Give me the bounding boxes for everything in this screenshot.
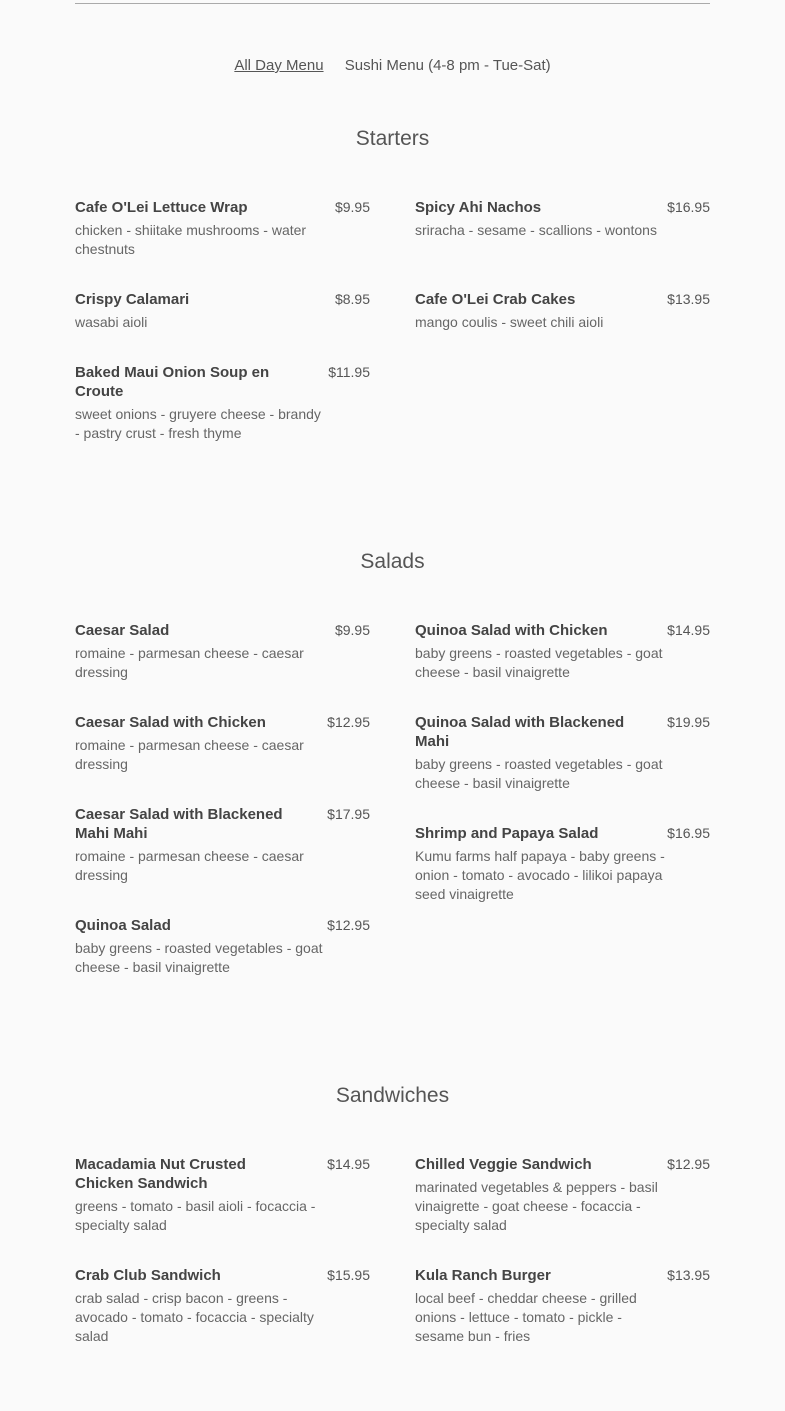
item-description: baby greens - roasted vegetables - goat cheese - basil vinaigrette xyxy=(75,940,323,975)
item-price: $15.95 xyxy=(327,1267,370,1283)
menu-item xyxy=(75,1266,370,1346)
item-name: Spicy Ahi Nachos xyxy=(415,199,542,216)
item-description: crab salad - crisp bacon - greens - avocado - tomato - focaccia - specialty salad xyxy=(75,1290,314,1344)
item-name: Quinoa Salad xyxy=(75,917,171,934)
item-price: $12.95 xyxy=(327,714,370,730)
menu-item xyxy=(75,621,370,682)
item-description: sweet onions - gruyere cheese - brandy - pastry crust - fresh thyme xyxy=(75,406,321,441)
item-description: chicken - shiitake mushrooms - water chestnuts xyxy=(75,222,307,257)
item-name: Kula Ranch Burger xyxy=(415,1267,551,1284)
menu-tabs xyxy=(0,57,785,74)
item-name: Crab Club Sandwich xyxy=(75,1267,221,1284)
menu-item xyxy=(75,1155,370,1235)
menu-item xyxy=(415,824,710,904)
item-price: $11.95 xyxy=(328,364,370,380)
item-description: romaine - parmesan cheese - caesar dressing xyxy=(75,737,304,772)
item-price: $14.95 xyxy=(667,622,710,638)
menu-item xyxy=(415,1155,710,1235)
item-price: $17.95 xyxy=(327,806,370,822)
section-title-salads: Salads xyxy=(360,550,425,573)
item-name: Baked Maui Onion Soup en Croute xyxy=(75,364,270,400)
item-price: $19.95 xyxy=(667,714,710,730)
item-price: $8.95 xyxy=(334,291,370,307)
item-name: Macadamia Nut Crusted Chicken Sandwich xyxy=(75,1156,246,1192)
menu-item xyxy=(415,621,710,682)
tab-all-day-menu[interactable]: All Day Menu xyxy=(234,57,324,74)
menu-item xyxy=(75,916,370,977)
item-name: Caesar Salad xyxy=(75,622,170,639)
item-description: baby greens - roasted vegetables - goat cheese - basil vinaigrette xyxy=(415,756,663,791)
item-name: Chilled Veggie Sandwich xyxy=(415,1156,592,1173)
menu-item xyxy=(415,290,710,332)
menu-item xyxy=(415,1266,710,1346)
item-price: $13.95 xyxy=(667,1267,710,1283)
item-description: baby greens - roasted vegetables - goat cheese - basil vinaigrette xyxy=(415,645,663,680)
item-description: wasabi aioli xyxy=(75,314,148,330)
item-name: Caesar Salad with Blackened Mahi Mahi xyxy=(75,806,283,842)
item-name: Cafe O'Lei Lettuce Wrap xyxy=(75,199,248,216)
item-price: $14.95 xyxy=(327,1156,370,1172)
item-name: Caesar Salad with Chicken xyxy=(75,714,266,731)
item-price: $9.95 xyxy=(334,622,370,638)
item-price: $16.95 xyxy=(667,825,710,841)
menu-item xyxy=(415,713,710,793)
item-name: Shrimp and Papaya Salad xyxy=(415,825,599,842)
item-description: romaine - parmesan cheese - caesar dressing xyxy=(75,645,304,680)
item-price: $16.95 xyxy=(667,199,710,215)
item-description: marinated vegetables & peppers - basil vinaigrette - goat cheese - focaccia - specialty salad xyxy=(415,1179,658,1233)
item-description: Kumu farms half papaya - baby greens - onion - tomato - avocado - lilikoi papaya seed vinaigrette xyxy=(415,848,665,902)
item-description: romaine - parmesan cheese - caesar dressing xyxy=(75,848,304,883)
menu-item xyxy=(75,290,370,332)
item-price: $12.95 xyxy=(327,917,370,933)
menu-item xyxy=(75,363,370,443)
section-title-starters: Starters xyxy=(355,127,430,150)
item-price: $12.95 xyxy=(667,1156,710,1172)
menu-item xyxy=(75,805,370,885)
menu-item xyxy=(75,713,370,774)
top-divider xyxy=(75,3,710,4)
item-description: greens - tomato - basil aioli - focaccia - specialty salad xyxy=(75,1198,316,1233)
item-name: Quinoa Salad with Chicken xyxy=(415,622,608,639)
item-description: local beef - cheddar cheese - grilled onions - lettuce - tomato - pickle - sesame bun - fries xyxy=(415,1290,637,1344)
item-name: Quinoa Salad with Blackened Mahi xyxy=(415,714,625,750)
menu-item xyxy=(415,198,710,240)
item-name: Crispy Calamari xyxy=(75,291,190,308)
item-price: $13.95 xyxy=(667,291,710,307)
menu-item xyxy=(75,198,370,259)
section-title-sandwiches: Sandwiches xyxy=(335,1084,450,1107)
item-description: sriracha - sesame - scallions - wontons xyxy=(415,222,657,238)
item-description: mango coulis - sweet chili aioli xyxy=(415,314,604,330)
item-price: $9.95 xyxy=(334,199,370,215)
tab-sushi-menu[interactable]: Sushi Menu (4-8 pm - Tue-Sat) xyxy=(344,57,551,74)
item-name: Cafe O'Lei Crab Cakes xyxy=(415,291,576,308)
